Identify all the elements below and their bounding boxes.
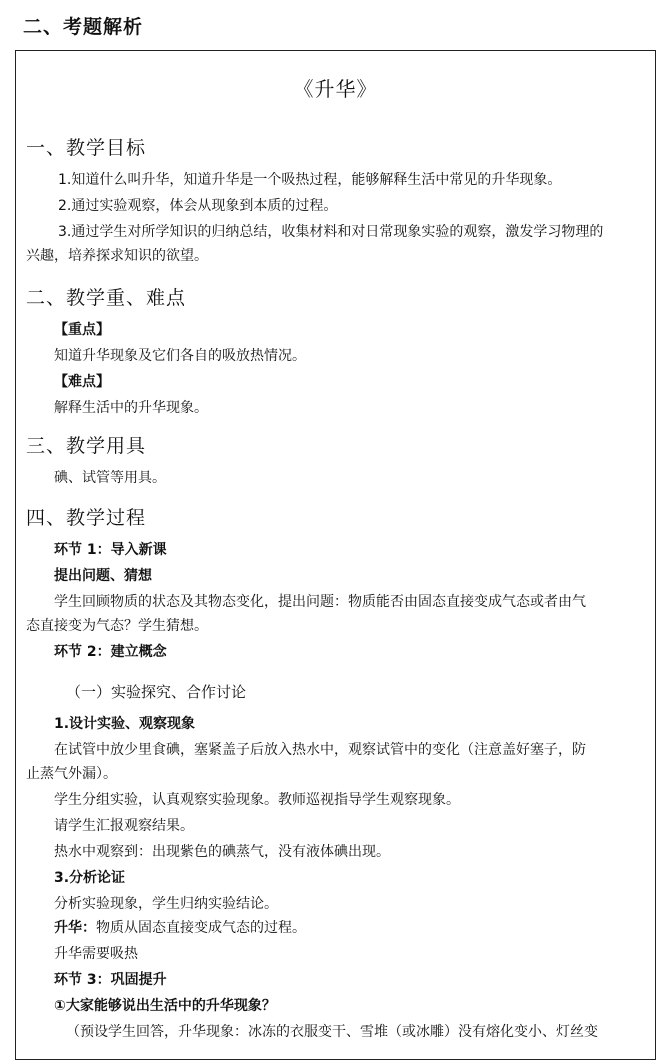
definition-line bbox=[54, 917, 306, 937]
section-heading-tools: 三、教学用具 bbox=[26, 435, 147, 457]
question-1: ①大家能够说出生活中的升华现象？ bbox=[54, 998, 276, 1014]
observation-3: 热水中观察到：出现紫色的碘蒸气，没有液体碘出现。 bbox=[54, 844, 390, 860]
lesson-plan-frame bbox=[15, 50, 656, 1060]
page-heading: 二、考题解析 bbox=[23, 16, 144, 38]
subsection-heading: （一）实验探究、合作讨论 bbox=[66, 683, 247, 701]
design-heading: 1.设计实验、观察现象 bbox=[54, 716, 196, 732]
definition-text: 物质从固态直接变成气态的过程。 bbox=[96, 920, 306, 936]
tools-text: 碘、试管等用具。 bbox=[54, 470, 166, 486]
section-heading-goals: 一、教学目标 bbox=[26, 137, 147, 159]
question-1-answer: （预设学生回答，升华现象：冰冻的衣服变干、雪堆（或冰雕）没有熔化变小、灯丝变 bbox=[66, 1024, 598, 1040]
observation-1: 学生分组实验，认真观察实验现象。教师巡视指导学生观察现象。 bbox=[54, 792, 460, 808]
goal-3-line-1: 3.通过学生对所学知识的归纳总结，收集材料和对日常现象实验的观察，激发学习物理的 bbox=[58, 224, 604, 240]
analysis-heading: 3.分析论证 bbox=[54, 870, 126, 886]
step-3-heading: 环节 3：巩固提升 bbox=[54, 972, 167, 988]
difficulty-label: 【难点】 bbox=[54, 374, 110, 390]
goal-1: 1.知道什么叫升华，知道升华是一个吸热过程，能够解释生活中常见的升华现象。 bbox=[58, 172, 562, 188]
step-2-heading: 环节 2：建立概念 bbox=[54, 644, 167, 660]
analysis-text: 分析实验现象，学生归纳实验结论。 bbox=[54, 896, 278, 912]
section-heading-process: 四、教学过程 bbox=[26, 507, 147, 529]
key-point-text: 知道升华现象及它们各自的吸放热情况。 bbox=[54, 348, 306, 364]
goal-2: 2.通过实验观察，体会从现象到本质的过程。 bbox=[58, 198, 338, 214]
experiment-line-1: 在试管中放少里食碘，塞紧盖子后放入热水中，观察试管中的变化（注意盖好塞子，防 bbox=[54, 742, 586, 758]
difficulty-text: 解释生活中的升华现象。 bbox=[54, 400, 208, 416]
question-line-1: 学生回顾物质的状态及其物态变化，提出问题：物质能否由固态直接变成气态或者由气 bbox=[54, 594, 586, 610]
absorb-heat-text: 升华需要吸热 bbox=[54, 946, 138, 962]
question-heading: 提出问题、猜想 bbox=[54, 568, 152, 584]
document-title: 《升华》 bbox=[293, 77, 378, 101]
observation-2: 请学生汇报观察结果。 bbox=[54, 818, 194, 834]
step-1-heading: 环节 1：导入新课 bbox=[54, 542, 167, 558]
key-point-label: 【重点】 bbox=[54, 322, 110, 338]
experiment-line-2: 止蒸气外漏）。 bbox=[26, 766, 117, 782]
section-heading-key-points: 二、教学重、难点 bbox=[26, 287, 187, 309]
goal-3-line-2: 兴趣，培养探求知识的欲望。 bbox=[26, 248, 208, 264]
question-line-2: 态直接变为气态？学生猜想。 bbox=[26, 618, 208, 634]
definition-label: 升华： bbox=[54, 920, 96, 936]
